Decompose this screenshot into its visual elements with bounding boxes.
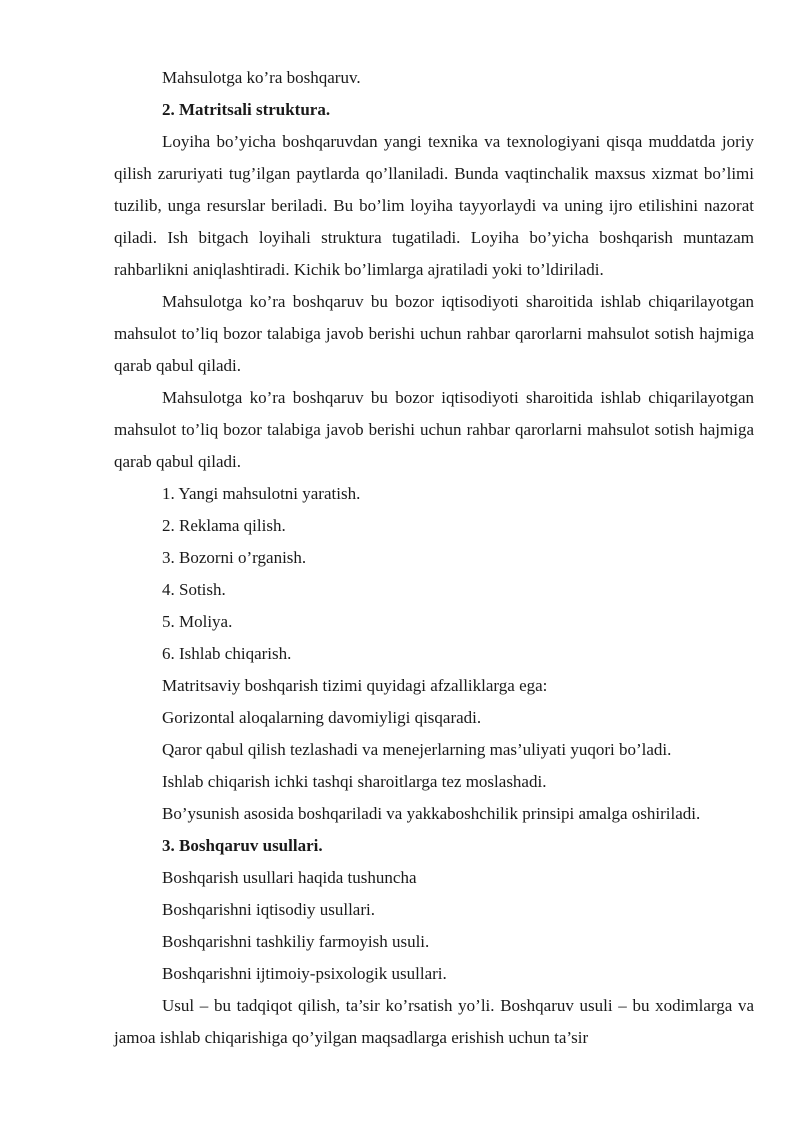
section-heading: 2. Matritsali struktura. [162,100,331,119]
paragraph: Usul – bu tadqiqot qilish, ta’sir ko’rsatish yo’li. Boshqaruv usuli – bu xodimlarga va jamoa ishlab chiqarishiga qo’yilgan maqsadlarga erishish uchun ta’sir [114,996,754,1047]
numbered-list [114,478,754,670]
list-item: 3. Bozorni o’rganish. [162,548,307,567]
paragraph: Mahsulotga ko’ra boshqaruv bu bozor iqtisodiyoti sharoitida ishlab chiqarilayotgan mahsulot to’liq bozor talabiga javob berishi uchun rahbar qarorlarni mahsulot sotish hajmiga qarab qabul qiladi. [114,388,754,471]
list-item: 1. Yangi mahsulotni yaratish. [162,484,361,503]
paragraph: Mahsulotga ko’ra boshqaruv bu bozor iqtisodiyoti sharoitida ishlab chiqarilayotgan mahsulot to’liq bozor talabiga javob berishi uchun rahbar qarorlarni mahsulot sotish hajmiga qarab qabul qiladi. [114,292,754,375]
list-item: Qaror qabul qilish tezlashadi va menejerlarning mas’uliyati yuqori bo’ladi. [162,740,672,759]
section-heading: 3. Boshqaruv usullari. [162,836,323,855]
list-item: Boshqarishni ijtimoiy-psixologik usullari. [162,964,447,983]
list-item: Gorizontal aloqalarning davomiyligi qisqaradi. [162,708,482,727]
list-item: Bo’ysunish asosida boshqariladi va yakkaboshchilik prinsipi amalga oshiriladi. [162,804,701,823]
list-item: 5. Moliya. [162,612,233,631]
list-item: Boshqarish usullari haqida tushuncha [162,868,417,887]
advantages-list [114,702,754,830]
list-item: 2. Reklama qilish. [162,516,286,535]
paragraph: Loyiha bo’yicha boshqaruvdan yangi texnika va texnologiyani qisqa muddatda joriy qilish zaruriyati tug’ilgan paytlarda qo’llaniladi. Bunda vaqtinchalik maxsus xizmat bo’limi tuzilib, unga resurslar beriladi. Bu bo’lim loyiha tayyorlaydi va uning ijro etilishini nazorat qiladi. Ish bitgach loyihali struktura tugatiladi. Loyiha bo’yicha boshqarish muntazam rahbarlikni aniqlashtiradi. Kichik bo’limlarga ajratiladi yoki to’ldiriladi. [114,132,754,279]
list-item: 4. Sotish. [162,580,226,599]
list-item: Boshqarishni iqtisodiy usullari. [162,900,375,919]
paragraph: Mahsulotga ko’ra boshqaruv. [162,68,361,87]
document-page [114,62,754,1054]
list-item: Ishlab chiqarish ichki tashqi sharoitlarga tez moslashadi. [162,772,547,791]
methods-list [114,862,754,990]
paragraph: Matritsaviy boshqarish tizimi quyidagi afzalliklarga ega: [162,676,548,695]
list-item: 6. Ishlab chiqarish. [162,644,292,663]
list-item: Boshqarishni tashkiliy farmoyish usuli. [162,932,430,951]
